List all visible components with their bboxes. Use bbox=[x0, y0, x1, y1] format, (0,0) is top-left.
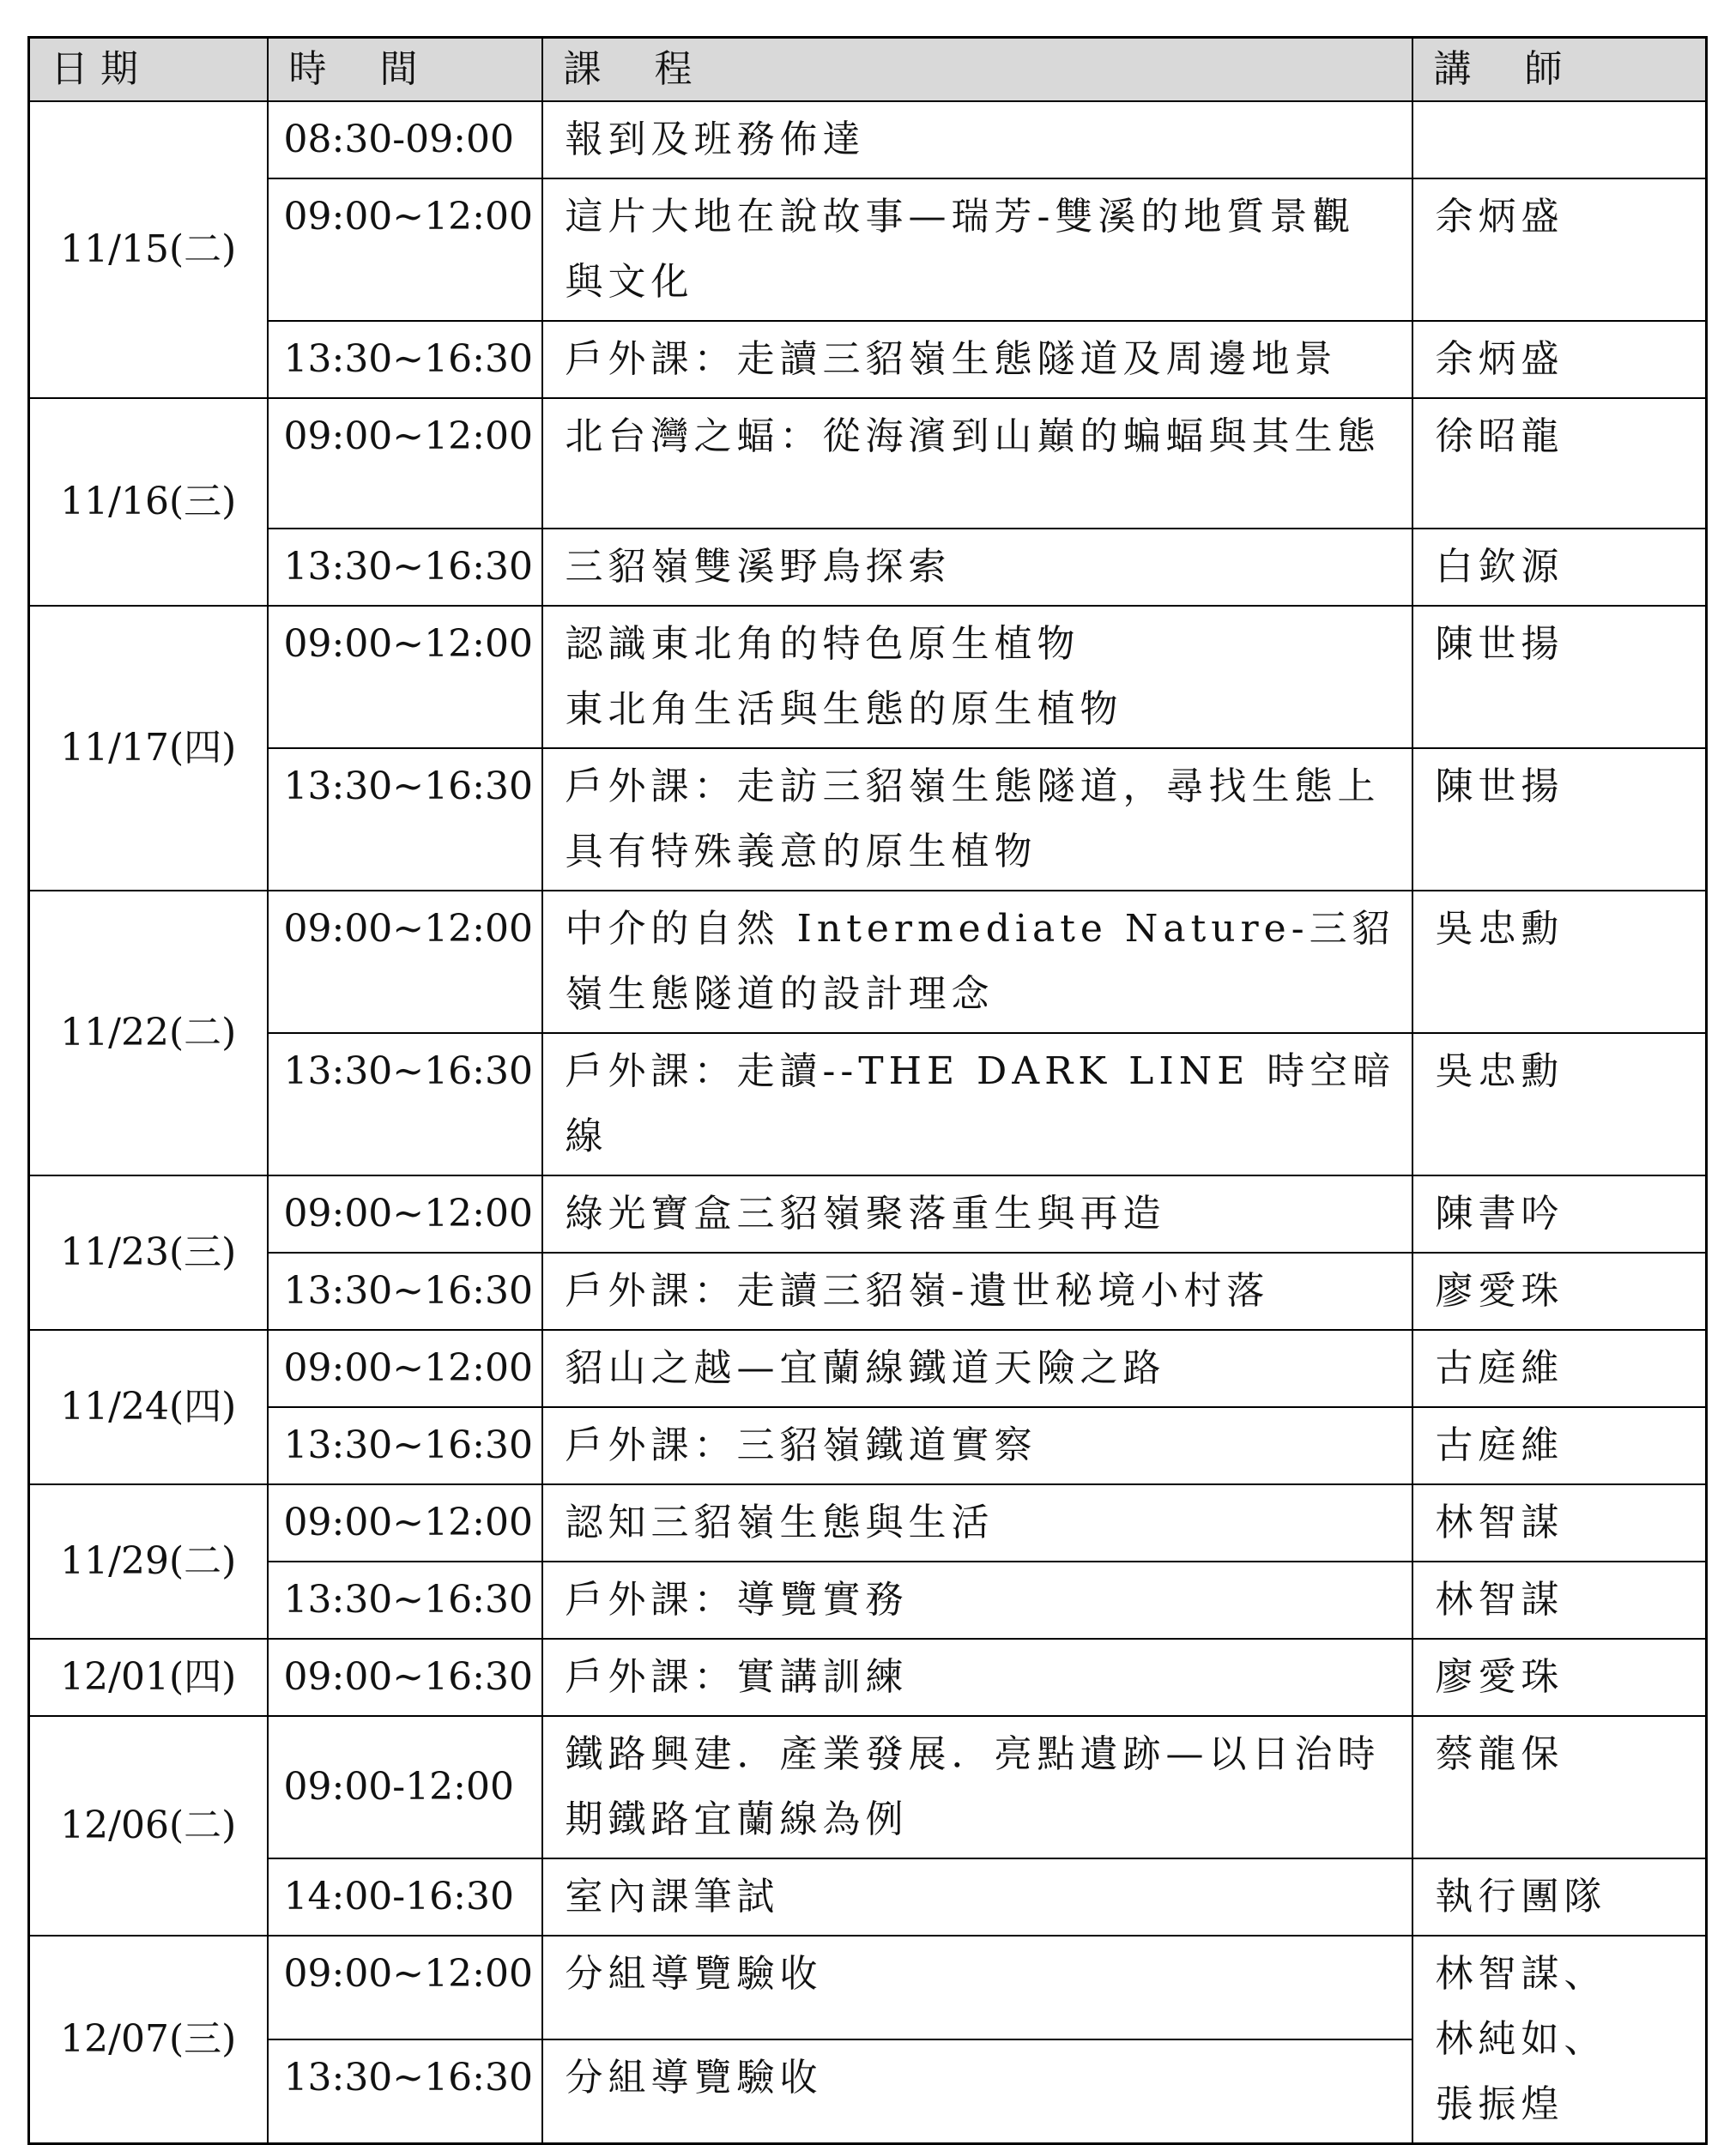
header-lecturer: 講 師 bbox=[1412, 38, 1707, 102]
lecturer-cell-shared bbox=[1412, 1936, 1707, 2144]
lecturer-cell: 吳忠勳 bbox=[1412, 1033, 1707, 1175]
course-cell: 戶外課：走訪三貂嶺生態隧道，尋找生態上具有特殊義意的原生植物 bbox=[542, 748, 1412, 891]
table-row bbox=[29, 1330, 1707, 1407]
lecturer-cell: 余炳盛 bbox=[1412, 321, 1707, 398]
table-row bbox=[29, 1175, 1707, 1253]
table-row bbox=[29, 1253, 1707, 1330]
table-row bbox=[29, 1484, 1707, 1562]
time-cell: 13:30~16:30 bbox=[268, 748, 542, 891]
lecturer-cell: 白欽源 bbox=[1412, 529, 1707, 606]
course-cell: 三貂嶺雙溪野鳥探索 bbox=[542, 529, 1412, 606]
course-cell: 中介的自然 Intermediate Nature-三貂嶺生態隧道的設計理念 bbox=[542, 891, 1412, 1033]
time-cell: 13:30~16:30 bbox=[268, 529, 542, 606]
table-row bbox=[29, 1858, 1707, 1936]
time-cell: 13:30~16:30 bbox=[268, 1407, 542, 1484]
course-cell: 戶外課：走讀三貂嶺-遺世秘境小村落 bbox=[542, 1253, 1412, 1330]
course-cell: 分組導覽驗收 bbox=[542, 2039, 1412, 2143]
header-row bbox=[29, 38, 1707, 102]
header-date: 日期 bbox=[29, 38, 268, 102]
time-cell: 09:00-12:00 bbox=[268, 1716, 542, 1858]
table-row bbox=[29, 529, 1707, 606]
table-row bbox=[29, 891, 1707, 1033]
date-cell: 11/24(四) bbox=[29, 1330, 268, 1484]
lecturer-cell: 陳世揚 bbox=[1412, 748, 1707, 891]
course-cell: 戶外課：實講訓練 bbox=[542, 1639, 1412, 1716]
lecturer-cell bbox=[1412, 101, 1707, 178]
lecturer-name: 林智謀、 bbox=[1435, 1952, 1607, 1996]
table-row bbox=[29, 178, 1707, 321]
header-course: 課 程 bbox=[542, 38, 1412, 102]
lecturer-cell: 徐昭龍 bbox=[1412, 398, 1707, 529]
date-cell: 11/15(二) bbox=[29, 101, 268, 398]
course-cell: 室內課筆試 bbox=[542, 1858, 1412, 1936]
time-cell: 09:00~12:00 bbox=[268, 1330, 542, 1407]
lecturer-cell: 吳忠勳 bbox=[1412, 891, 1707, 1033]
table-row bbox=[29, 1407, 1707, 1484]
table-row bbox=[29, 1562, 1707, 1639]
time-cell: 09:00~16:30 bbox=[268, 1639, 542, 1716]
time-cell: 09:00~12:00 bbox=[268, 178, 542, 321]
table-row bbox=[29, 1716, 1707, 1858]
date-cell: 12/01(四) bbox=[29, 1639, 268, 1716]
table-row bbox=[29, 101, 1707, 178]
table-row bbox=[29, 1639, 1707, 1716]
date-cell: 12/06(二) bbox=[29, 1716, 268, 1936]
date-cell: 11/16(三) bbox=[29, 398, 268, 606]
time-cell: 13:30~16:30 bbox=[268, 1253, 542, 1330]
lecturer-name: 林純如、 bbox=[1435, 2017, 1607, 2061]
lecturer-cell: 余炳盛 bbox=[1412, 178, 1707, 321]
date-cell: 11/29(二) bbox=[29, 1484, 268, 1639]
course-cell: 貂山之越—宜蘭線鐵道天險之路 bbox=[542, 1330, 1412, 1407]
course-cell: 認知三貂嶺生態與生活 bbox=[542, 1484, 1412, 1562]
lecturer-cell: 廖愛珠 bbox=[1412, 1253, 1707, 1330]
time-cell: 09:00~12:00 bbox=[268, 1484, 542, 1562]
course-cell: 綠光寶盒三貂嶺聚落重生與再造 bbox=[542, 1175, 1412, 1253]
lecturer-cell: 林智謀 bbox=[1412, 1562, 1707, 1639]
course-cell: 戶外課：走讀--THE DARK LINE 時空暗線 bbox=[542, 1033, 1412, 1175]
course-cell: 這片大地在說故事—瑞芳-雙溪的地質景觀與文化 bbox=[542, 178, 1412, 321]
table-row bbox=[29, 748, 1707, 891]
lecturer-cell: 執行團隊 bbox=[1412, 1858, 1707, 1936]
header-time: 時 間 bbox=[268, 38, 542, 102]
lecturer-cell: 林智謀 bbox=[1412, 1484, 1707, 1562]
time-cell: 09:00~12:00 bbox=[268, 398, 542, 529]
course-line: 東北角生活與生態的原生植物 bbox=[565, 687, 1123, 731]
lecturer-cell: 古庭維 bbox=[1412, 1407, 1707, 1484]
time-cell: 09:00~12:00 bbox=[268, 891, 542, 1033]
time-cell: 13:30~16:30 bbox=[268, 2039, 542, 2143]
course-cell: 戶外課：走讀三貂嶺生態隧道及周邊地景 bbox=[542, 321, 1412, 398]
time-cell: 09:00~12:00 bbox=[268, 1175, 542, 1253]
time-cell: 08:30-09:00 bbox=[268, 101, 542, 178]
lecturer-cell: 古庭維 bbox=[1412, 1330, 1707, 1407]
lecturer-cell: 陳世揚 bbox=[1412, 606, 1707, 748]
table-row bbox=[29, 1936, 1707, 2039]
course-cell bbox=[542, 606, 1412, 748]
date-cell: 11/22(二) bbox=[29, 891, 268, 1175]
course-line: 認識東北角的特色原生植物 bbox=[565, 622, 1080, 666]
time-cell: 13:30~16:30 bbox=[268, 321, 542, 398]
lecturer-name: 張振煌 bbox=[1435, 2082, 1564, 2126]
course-cell: 戶外課：三貂嶺鐵道實察 bbox=[542, 1407, 1412, 1484]
table-row bbox=[29, 606, 1707, 748]
lecturer-cell: 陳書吟 bbox=[1412, 1175, 1707, 1253]
course-schedule-table bbox=[27, 36, 1708, 2145]
time-cell: 14:00-16:30 bbox=[268, 1858, 542, 1936]
time-cell: 13:30~16:30 bbox=[268, 1562, 542, 1639]
table-row bbox=[29, 1033, 1707, 1175]
table-row bbox=[29, 321, 1707, 398]
course-cell: 鐵路興建．產業發展．亮點遺跡—以日治時期鐵路宜蘭線為例 bbox=[542, 1716, 1412, 1858]
table-row bbox=[29, 398, 1707, 529]
date-cell: 12/07(三) bbox=[29, 1936, 268, 2144]
course-cell: 分組導覽驗收 bbox=[542, 1936, 1412, 2039]
course-cell: 北台灣之蝠：從海濱到山巔的蝙蝠與其生態 bbox=[542, 398, 1412, 529]
course-cell: 戶外課：導覽實務 bbox=[542, 1562, 1412, 1639]
time-cell: 09:00~12:00 bbox=[268, 1936, 542, 2039]
time-cell: 13:30~16:30 bbox=[268, 1033, 542, 1175]
time-cell: 09:00~12:00 bbox=[268, 606, 542, 748]
lecturer-cell: 蔡龍保 bbox=[1412, 1716, 1707, 1858]
date-cell: 11/17(四) bbox=[29, 606, 268, 891]
date-cell: 11/23(三) bbox=[29, 1175, 268, 1330]
lecturer-cell: 廖愛珠 bbox=[1412, 1639, 1707, 1716]
course-cell: 報到及班務佈達 bbox=[542, 101, 1412, 178]
